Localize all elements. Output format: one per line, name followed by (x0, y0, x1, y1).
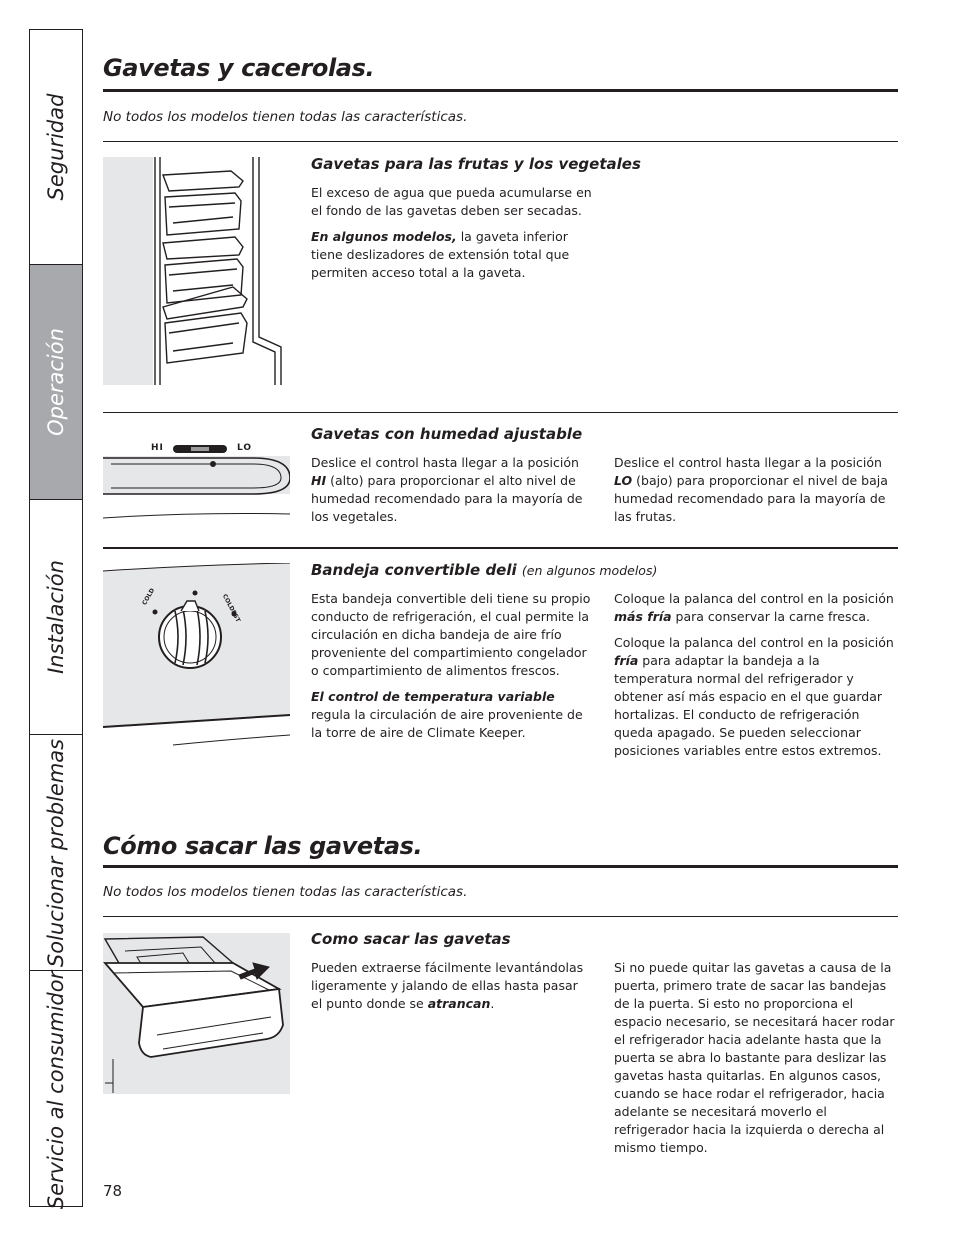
page-content (103, 0, 898, 1235)
tab-instalacion[interactable] (30, 500, 82, 735)
deli-model-note: (en algunos modelos) (521, 563, 658, 578)
emphasis: atrancan (427, 996, 491, 1011)
remove-right-paragraph: Si no puede quitar las gavetas a causa de la puerta, primero trate de sacar las bandejas de la puerta. Si esto no proporciona el espacio necesario, se necesitará hacer rodar el refrigerador hacia adelante hasta que la puerta se abra lo bastante para deslizar las gavetas hasta quitarlas. En algunos casos, cuando se hace rodar el refrigerador, hacia adelante se necesitará moverlo el refrigerador hacia la izquierda o derecha al mismo tiempo. (614, 960, 895, 1155)
divider (103, 412, 898, 413)
text-segment: para adaptar la bandeja a la temperatura normal del refrigerador y obtener así más espacio en el que guardar hortalizas. El conducto de refrigeración queda apagado. Se pueden seleccionar posiciones variables entre estos extremos. (614, 653, 883, 758)
text-segment: Coloque la palanca del control en la posición (614, 591, 894, 606)
text-segment: Deslice el control hasta llegar a la posición (614, 455, 882, 470)
humidity-left-paragraph (311, 454, 591, 526)
emphasis: El control de temperatura variable (311, 689, 555, 704)
crisper-paragraph-1: El exceso de agua que pueda acumularse en el fondo de las gavetas deben ser secadas. (311, 185, 592, 218)
deli-right-paragraph-1 (614, 590, 898, 626)
emphasis: fría (614, 653, 639, 668)
dial-label-coldest: COLDEST (220, 593, 242, 624)
crisper-text (311, 184, 601, 290)
emphasis: LO (614, 473, 633, 488)
dial-label-cold: COLD (141, 587, 157, 607)
deli-left-paragraph-1: Esta bandeja convertible deli tiene su propio conducto de refrigeración, el cual permite la circulación en dicha bandeja de aire frío proveniente del compartimiento congelador o compartimiento de alimentos frescos. (311, 591, 591, 678)
tab-label: Servicio al consumidor (44, 970, 68, 1209)
deli-title-text: Bandeja convertible deli (311, 561, 517, 579)
models-note: No todos los modelos tienen todas las características. (103, 109, 468, 125)
remove-left-paragraph (311, 959, 587, 1013)
humidity-right-text (614, 454, 896, 534)
remove-right-text (614, 959, 896, 1165)
text-segment: (bajo) para proporcionar el nivel de baja humedad recomendado para la mayoría de las frutas. (614, 473, 888, 524)
deli-left-text (311, 590, 596, 750)
deli-dial-illustration (103, 563, 290, 746)
tab-label: Operación (44, 328, 68, 436)
models-note: No todos los modelos tienen todas las características. (103, 884, 468, 900)
remove-left-text (311, 959, 587, 1021)
text-segment: (alto) para proporcionar el alto nivel de humedad recomendado para la mayoría de los vegetales. (311, 473, 583, 524)
divider (103, 547, 898, 549)
humidity-title: Gavetas con humedad ajustable (311, 425, 583, 443)
divider (103, 141, 898, 142)
text-segment: Deslice el control hasta llegar a la posición (311, 455, 579, 470)
text-segment: para conservar la carne fresca. (671, 609, 870, 624)
deli-right-text (614, 590, 898, 768)
humidity-control-illustration (103, 428, 290, 520)
crisper-title: Gavetas para las frutas y los vegetales (311, 155, 641, 173)
crisper-paragraph-2 (311, 228, 601, 282)
humidity-right-paragraph (614, 454, 896, 526)
tab-label: Solucionar problemas (44, 738, 68, 967)
emphasis: En algunos modelos, (311, 229, 457, 244)
section-tabs (29, 29, 83, 1207)
emphasis: más fría (614, 609, 672, 624)
hi-label: HI (151, 443, 164, 453)
tab-servicio-al-consumidor[interactable] (30, 971, 82, 1208)
deli-left-paragraph-2 (311, 688, 596, 742)
lo-label: LO (237, 443, 253, 453)
tab-label: Seguridad (44, 93, 68, 201)
tab-operacion[interactable] (30, 265, 82, 500)
text-segment: regula la circulación de aire proveniente de la torre de aire de Climate Keeper. (311, 707, 583, 740)
text-segment: Coloque la palanca del control en la posición (614, 635, 894, 650)
section-rule (103, 89, 898, 92)
tab-label: Instalación (44, 560, 68, 674)
crisper-paragraph-2-text: la gaveta inferior tiene deslizadores de extensión total que permiten acceso total a la gaveta. (311, 229, 570, 280)
tab-seguridad[interactable] (30, 30, 82, 265)
drawer-removal-illustration (103, 933, 290, 1094)
deli-title (311, 561, 657, 579)
section-rule (103, 865, 898, 868)
tab-solucionar-problemas[interactable] (30, 735, 82, 971)
section-title: Cómo sacar las gavetas. (103, 832, 423, 860)
emphasis: HI (311, 473, 327, 488)
humidity-left-text (311, 454, 591, 534)
deli-right-paragraph-2 (614, 634, 898, 760)
crisper-drawers-illustration (103, 157, 290, 385)
page-number: 78 (103, 1182, 123, 1200)
text-segment: . (490, 996, 495, 1011)
section-title: Gavetas y cacerolas. (103, 54, 375, 82)
remove-title: Como sacar las gavetas (311, 930, 511, 948)
divider (103, 916, 898, 917)
text-segment: Pueden extraerse fácilmente levantándolas ligeramente y jalando de ellas hasta pasar el punto donde se (311, 960, 584, 1011)
